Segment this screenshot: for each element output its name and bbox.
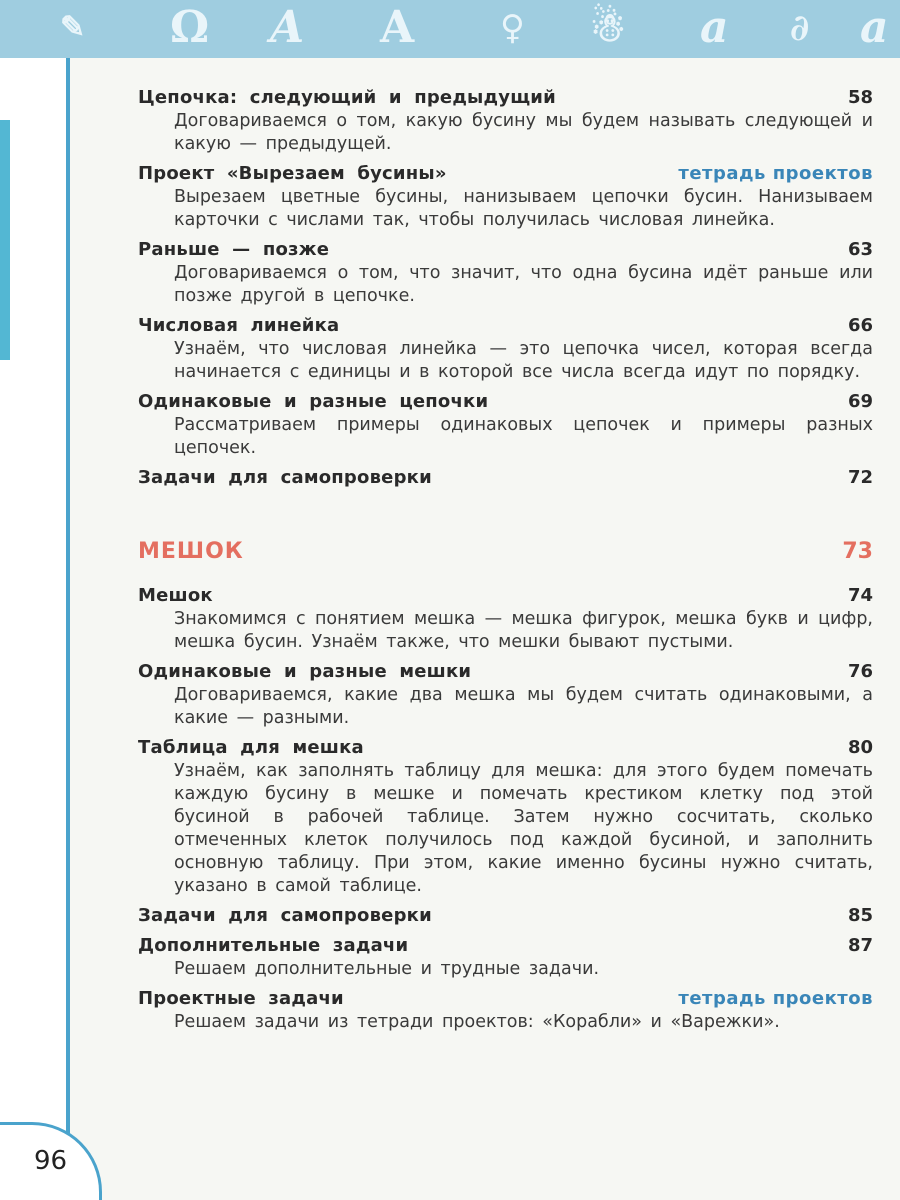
entry-title: Проект «Вырезаем бусины» xyxy=(138,163,447,184)
entry-title: Задачи для самопроверки xyxy=(138,467,432,488)
decor-glyph-icon: Ω xyxy=(170,2,210,53)
entry-page: 80 xyxy=(847,737,873,758)
decor-glyph-icon: ♀ xyxy=(500,8,525,48)
entry-description: Знакомимся с понятием мешка — мешка фигурок, мешка букв и цифр, мешка бусин. Узнаём также, что мешки бывают пустыми. xyxy=(174,609,873,652)
toc-entry xyxy=(138,238,873,308)
entry-description: Решаем задачи из тетради проектов: «Корабли» и «Варежки». xyxy=(174,1012,780,1032)
margin-color-strip xyxy=(0,120,10,360)
toc-entry xyxy=(138,584,873,654)
section-heading xyxy=(138,534,873,570)
section-page: 73 xyxy=(842,539,873,564)
entry-page: 69 xyxy=(847,391,873,412)
entry-description: Договариваемся о том, какую бусину мы будем называть следующей и какую — предыдущей. xyxy=(174,111,873,154)
table-of-contents xyxy=(138,86,873,1034)
margin-rule xyxy=(66,58,70,1200)
entry-title: Числовая линейка xyxy=(138,315,340,336)
decor-glyph-icon: A xyxy=(270,2,305,53)
entry-title: Мешок xyxy=(138,585,213,606)
decorative-banner xyxy=(0,0,900,58)
toc-entry xyxy=(138,162,873,232)
toc-entry xyxy=(138,736,873,898)
entry-description: Узнаём, что числовая линейка — это цепочка чисел, которая всегда начинается с единицы и в которой все числа всегда идут по порядку. xyxy=(174,339,873,382)
toc-entry xyxy=(138,86,873,156)
entry-page: тетрадь проектов xyxy=(678,163,873,184)
decor-glyph-icon: a xyxy=(700,2,729,53)
decor-glyph-icon: ☃ xyxy=(590,4,626,51)
toc-entry xyxy=(138,987,873,1034)
toc-entry xyxy=(138,466,873,490)
toc-entry xyxy=(138,390,873,460)
entry-title: Проектные задачи xyxy=(138,988,344,1009)
toc-entry xyxy=(138,660,873,730)
toc-entry xyxy=(138,904,873,928)
decor-glyph-icon: A xyxy=(380,2,415,53)
entry-page: 72 xyxy=(847,467,873,488)
entry-page: 76 xyxy=(847,661,873,682)
entry-title: Задачи для самопроверки xyxy=(138,905,432,926)
entry-description: Решаем дополнительные и трудные задачи. xyxy=(174,959,600,979)
decor-glyph-icon: ✎ xyxy=(60,10,86,45)
entry-page: 58 xyxy=(847,87,873,108)
entry-description: Договариваемся о том, что значит, что одна бусина идёт раньше или позже другой в цепочке. xyxy=(174,263,873,306)
entry-title: Одинаковые и разные мешки xyxy=(138,661,472,682)
entry-page: 63 xyxy=(847,239,873,260)
entry-title: Цепочка: следующий и предыдущий xyxy=(138,87,556,108)
entry-description: Вырезаем цветные бусины, нанизываем цепочки бусин. Нанизываем карточки с числами так, чтобы получилась числовая линейка. xyxy=(174,187,873,230)
decor-glyph-icon: ∂ xyxy=(790,7,810,49)
toc-entry xyxy=(138,314,873,384)
entry-description: Узнаём, как заполнять таблицу для мешка: для этого будем помечать каждую бусину в мешке и помечать крестиком клетку под этой бусиной в рабочей таблице. Затем нужно сосчитать, сколько отмеченных клеток получилось под каждой бусиной, и заполнить основную таблицу. При этом, какие именно бусины нужно считать, указано в самой таблице. xyxy=(174,761,873,896)
entry-title: Таблица для мешка xyxy=(138,737,364,758)
entry-page: 74 xyxy=(847,585,873,606)
entry-page: 87 xyxy=(847,935,873,956)
entry-title: Одинаковые и разные цепочки xyxy=(138,391,489,412)
entry-description: Рассматриваем примеры одинаковых цепочек и примеры разных цепочек. xyxy=(174,415,873,458)
entry-title: Раньше — позже xyxy=(138,239,330,260)
entry-page: 66 xyxy=(847,315,873,336)
entry-title: Дополнительные задачи xyxy=(138,935,409,956)
page-number: 96 xyxy=(34,1146,68,1176)
toc-entry xyxy=(138,934,873,981)
entry-description: Договариваемся, какие два мешка мы будем считать одинаковыми, а какие — разными. xyxy=(174,685,873,728)
entry-page: тетрадь проектов xyxy=(678,988,873,1009)
entry-page: 85 xyxy=(847,905,873,926)
section-title: МЕШОК xyxy=(138,539,244,564)
decor-glyph-icon: a xyxy=(860,2,889,53)
